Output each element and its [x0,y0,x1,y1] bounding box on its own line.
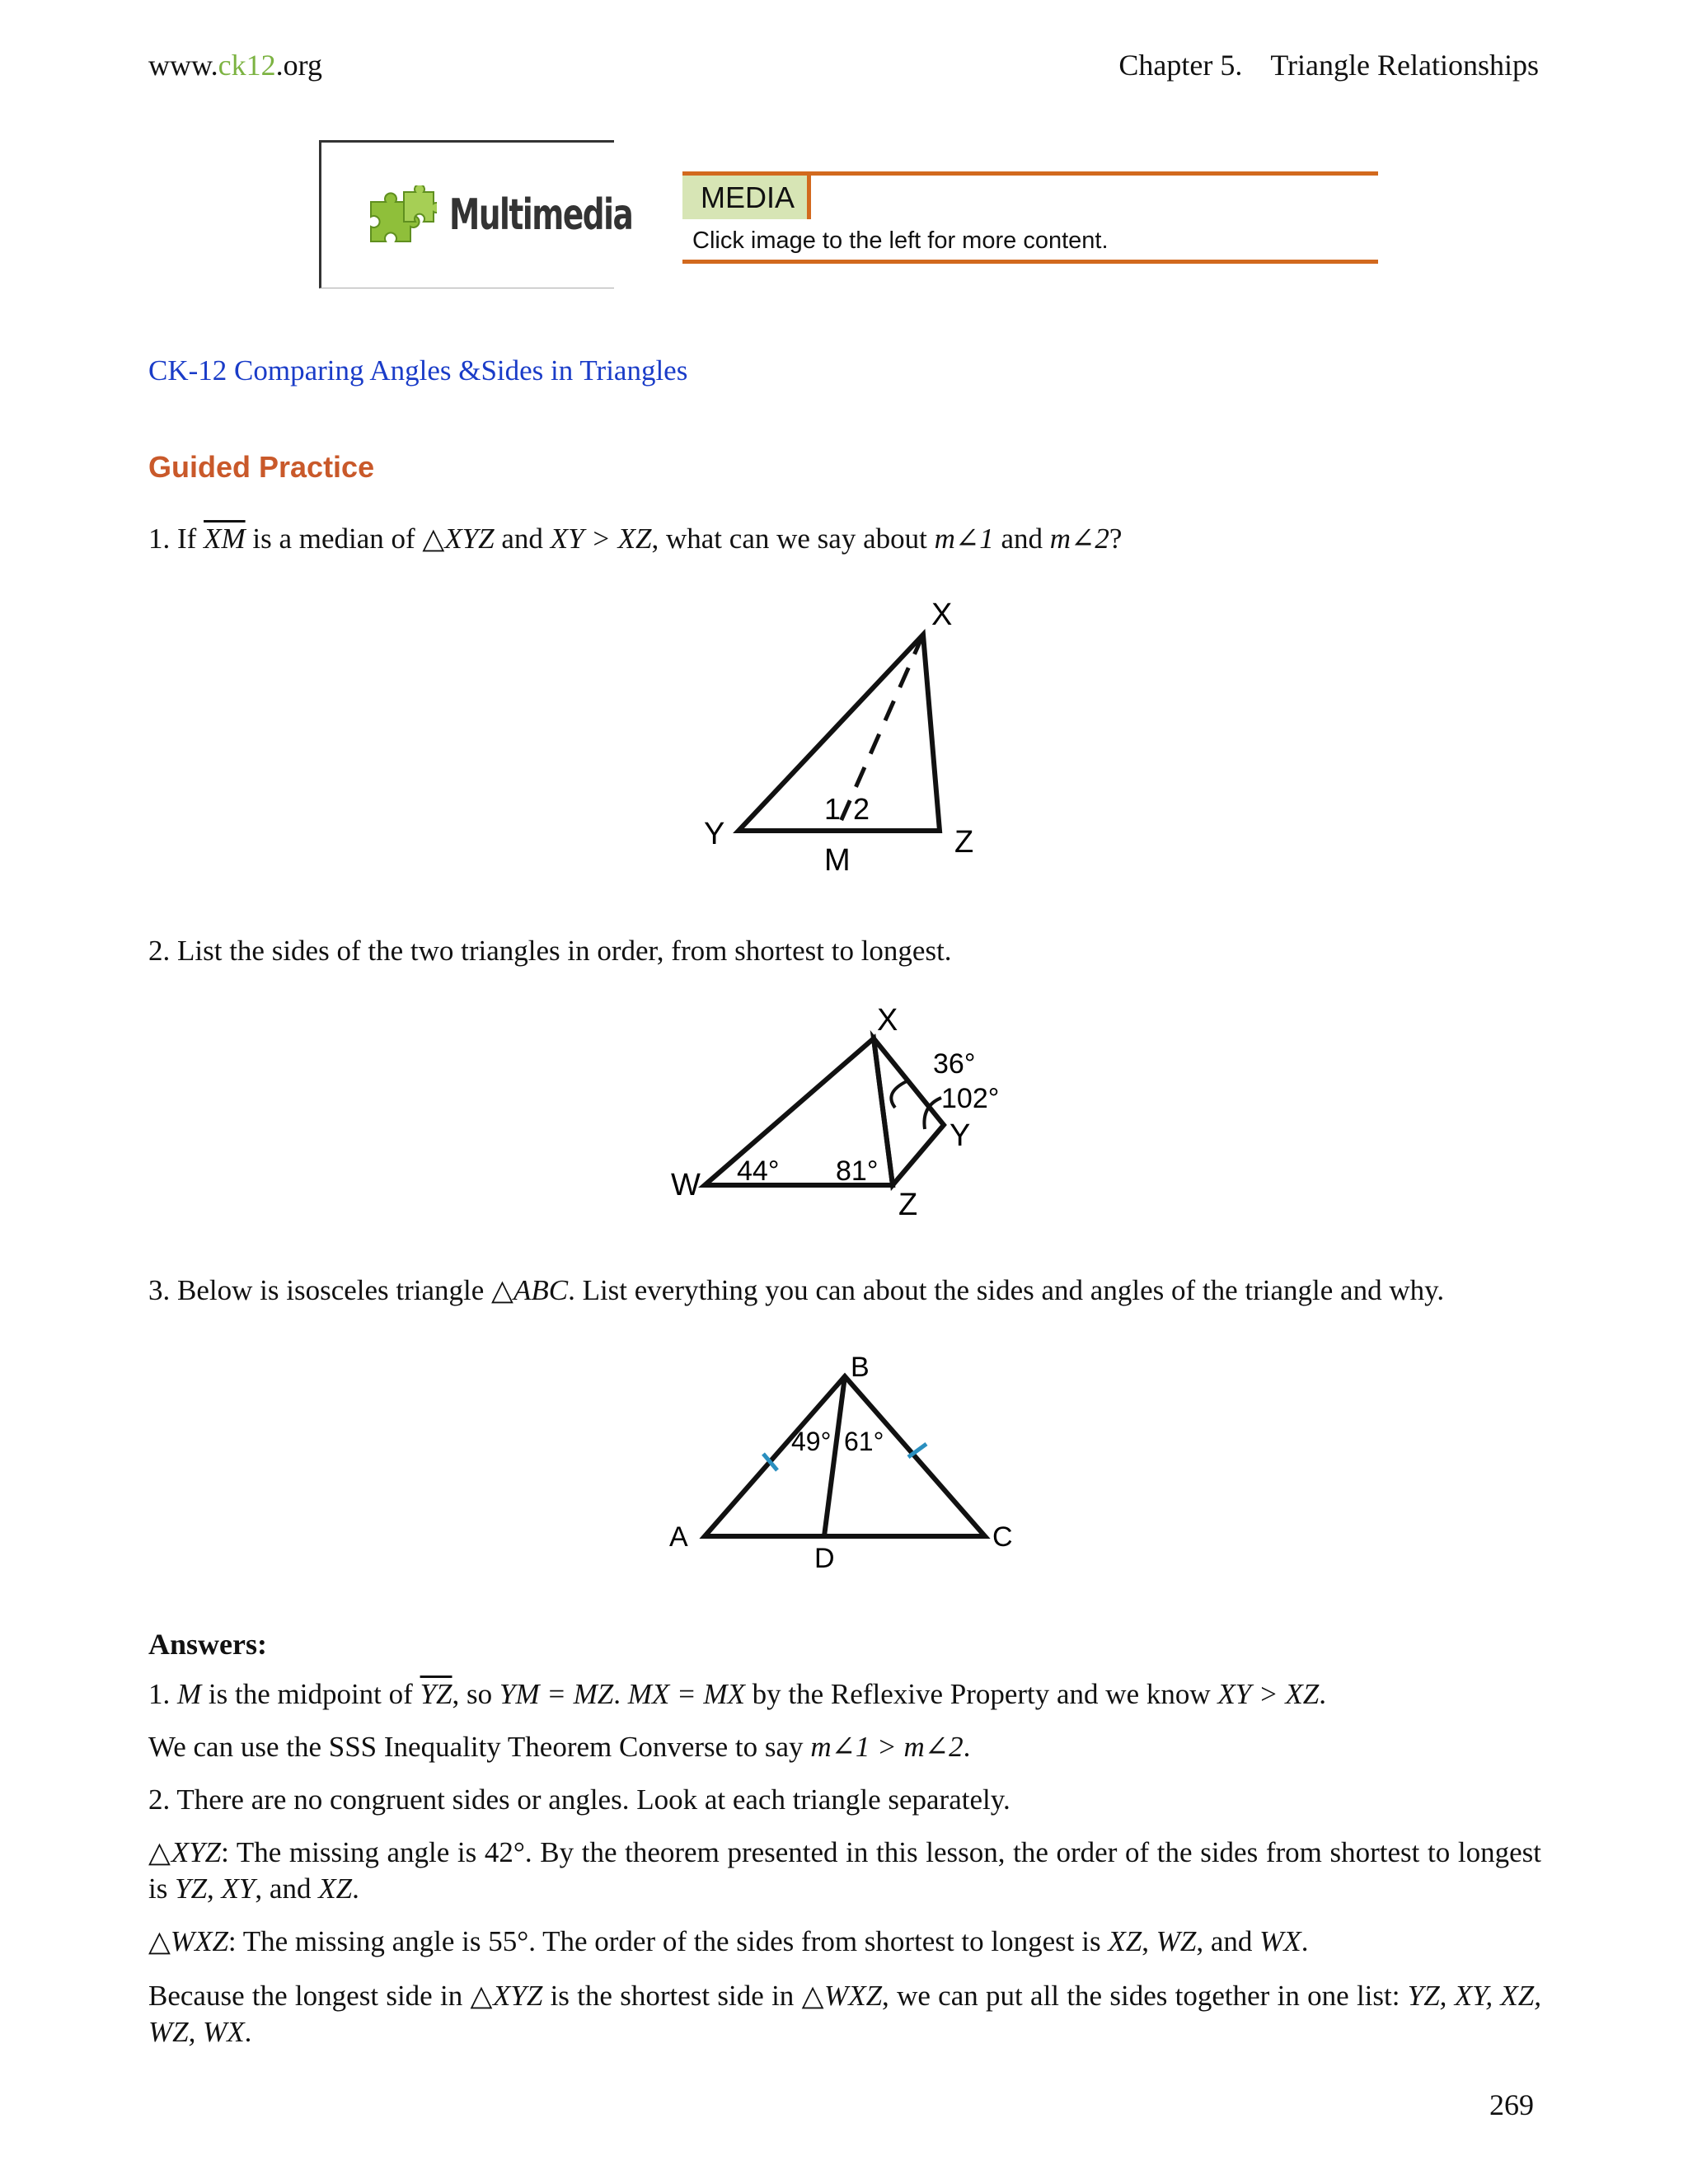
answer-text: . [244,2016,252,2048]
answer-text: . [963,1731,971,1763]
label-b: B [851,1352,870,1383]
lesson-link[interactable]: CK-12 Comparing Angles &Sides in Triangles [148,354,688,387]
puzzle-icon [363,185,437,251]
answer-text: by the Reflexive Property and we know [744,1678,1218,1710]
label-m: M [824,843,851,878]
label-z: Z [954,825,974,860]
figure-triangles-wxz-xyz [659,1005,1022,1221]
answer-text: 1. [148,1678,177,1710]
answer-side: XY [221,1872,256,1905]
label-angle-y: 102° [941,1083,1000,1114]
angle-arc-x [891,1081,907,1108]
answer-2: 2. There are no congruent sides or angles. Look at each triangle separately. [148,1783,1010,1816]
site-url-brand: ck12 [218,49,276,82]
label-angle-1: 1 [824,792,842,826]
page-number: 269 [1489,2088,1534,2121]
answer-triangle: XYZ [492,1980,543,2012]
triangle-abc [705,1376,985,1536]
answer-equation: YM = MZ [499,1678,614,1710]
answer-side: WX [1259,1925,1301,1957]
answer-side-list: YZ, XY, XZ, WZ, WX [148,1980,1541,2048]
answer-side: YZ [175,1872,208,1905]
site-url[interactable] [148,48,322,82]
q1-text: 1. If [148,523,204,555]
answers-heading: Answers: [148,1628,267,1661]
answer-text: , and [255,1872,319,1905]
q1-text: , what can we say about [651,523,935,555]
answer-triangle: WXZ [824,1980,883,2012]
figure-isosceles-abc [659,1352,1039,1574]
running-header [1118,48,1539,82]
question-3 [148,1274,1444,1307]
median-xm [837,635,923,831]
answer-text: , [1142,1925,1156,1957]
answer-text: △ [148,1836,171,1868]
answer-equation: m∠1 > m∠2 [810,1731,964,1763]
answer-text: . [352,1872,359,1905]
multimedia-thumbnail[interactable] [319,140,633,288]
q1-angle-1: m∠1 [934,523,994,555]
label-x: X [877,1005,898,1038]
media-tag: MEDIA [682,176,811,219]
answer-text: is the midpoint of [201,1678,420,1710]
question-1 [148,523,1122,555]
label-c: C [992,1521,1013,1553]
answer-text: , and [1196,1925,1260,1957]
site-url-suffix: .org [275,49,322,82]
answer-text: is the shortest side in △ [542,1980,825,2012]
q1-text: ? [1109,523,1123,555]
answer-text: . [613,1678,628,1710]
question-2: 2. List the sides of the two triangles in order, from shortest to longest. [148,935,952,967]
q1-triangle: XYZ [444,523,495,555]
q1-angle-2: m∠2 [1049,523,1109,555]
q3-text: . List everything you can about the sides and angles of the triangle and why. [568,1274,1445,1306]
answer-text: Because the longest side in △ [148,1980,493,2012]
q1-text: and [993,523,1050,555]
label-angle-x: 36° [933,1048,976,1080]
label-angle-z: 81° [836,1155,879,1187]
chapter-number: Chapter 5. [1118,49,1243,82]
media-box [682,171,1378,264]
q1-text: and [494,523,551,555]
q1-inequality: XY > XZ [550,523,652,555]
q3-text: 3. Below is isosceles triangle △ [148,1274,513,1306]
answer-triangle: WXZ [170,1925,228,1957]
answer-equation: XY > XZ [1217,1678,1320,1710]
answer-text: , we can put all the sides together in one list: [882,1980,1408,2012]
answer-text: , [207,1872,222,1905]
answer-text: . [1301,1925,1309,1957]
answer-1 [148,1676,1541,1713]
answer-text: : The missing angle is 55°. The order of the sides from shortest to longest is [227,1925,1109,1957]
label-x: X [931,600,953,632]
answer-2-xyz [148,1835,1541,1907]
label-z: Z [898,1188,918,1221]
figure-triangle-xyz-median [692,600,989,884]
answer-side: XZ [318,1872,353,1905]
answer-2-wxz [148,1924,1541,1960]
label-d: D [814,1543,835,1574]
answer-var: M [177,1678,202,1710]
label-angle-2: 2 [853,792,870,826]
answer-text: , so [452,1678,499,1710]
answer-text: : The missing angle is 42°. By the theorem presented in this lesson, the order of the sides from shortest to longest is [148,1836,1541,1905]
label-y: Y [950,1118,971,1153]
answer-equation: MX = MX [627,1678,745,1710]
label-angle-w: 44° [737,1155,780,1187]
media-rule-bottom [682,260,1378,264]
label-a: A [669,1521,688,1553]
answer-1-continued [148,1729,1541,1765]
label-y: Y [704,817,725,851]
multimedia-label: Multimedia [449,190,633,240]
answer-side: XZ [1108,1925,1142,1957]
answer-triangle: XYZ [171,1836,222,1868]
media-note: Click image to the left for more content. [692,227,1109,254]
site-url-prefix: www. [148,49,218,82]
answer-text: We can use the SSS Inequality Theorem Converse to say [148,1731,811,1763]
q3-triangle: ABC [513,1274,569,1306]
section-title: Guided Practice [148,450,375,484]
chapter-title: Triangle Relationships [1270,49,1539,82]
label-w: W [671,1168,701,1202]
q1-segment: $\overline{XM}$ [204,523,246,555]
label-angle-left: 49° [791,1427,832,1456]
answer-side: WZ [1156,1925,1197,1957]
segment-bd [824,1376,845,1536]
answer-text: . [1319,1678,1326,1710]
answer-2-combined [148,1978,1541,2050]
answer-segment: $\overline{YZ}$ [420,1678,452,1710]
answer-text: △ [148,1925,171,1957]
q1-text: is a median of △ [245,523,445,555]
label-angle-right: 61° [844,1427,884,1456]
